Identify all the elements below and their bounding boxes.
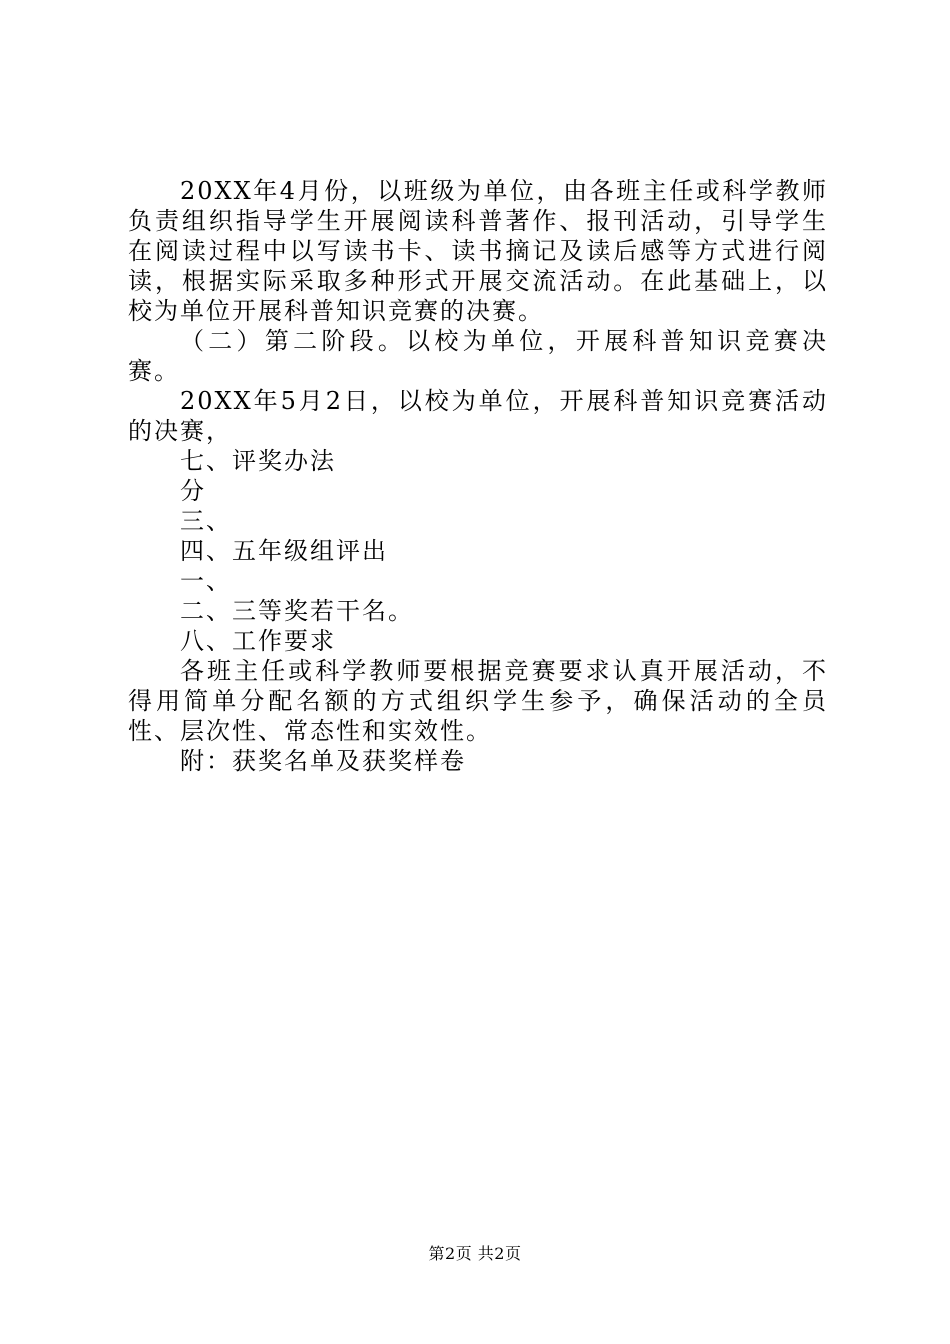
page-footer — [0, 1243, 950, 1265]
page-number-label: 第2页 共2页 — [428, 1244, 522, 1263]
paragraph-attachment: 附：获奖名单及获奖样卷 — [180, 747, 466, 775]
paragraph-stage-two-heading: （二）第二阶段。以校为单位，开展科普知识竞赛决赛。 — [128, 327, 828, 385]
paragraph-fragment: 一、 — [180, 567, 232, 595]
paragraph-stage-one-details: 20XX年4月份，以班级为单位，由各班主任或科学教师负责组织指导学生开展阅读科普著作、报刊活动，引导学生在阅读过程中以写读书卡、读书摘记及读后感等方式进行阅读，根据实际采取多种形式开展交流活动。在此基础上，以校为单位开展科普知识竞赛的决赛。 — [128, 177, 828, 325]
paragraph-fragment: 分 — [180, 477, 206, 505]
paragraph-fragment: 三、 — [180, 507, 232, 535]
section-heading-requirements: 八、工作要求 — [180, 627, 336, 655]
section-heading-awards: 七、评奖办法 — [180, 447, 336, 475]
paragraph-grade-group: 四、五年级组评出 — [180, 537, 388, 565]
paragraph-prize-count: 二、三等奖若干名。 — [180, 597, 414, 625]
paragraph-requirements: 各班主任或科学教师要根据竞赛要求认真开展活动，不得用简单分配名额的方式组织学生参予，确保活动的全员性、层次性、常态性和实效性。 — [128, 657, 828, 745]
paragraph-stage-two-details: 20XX年5月2日，以校为单位，开展科普知识竞赛活动的决赛， — [128, 387, 828, 445]
document-body — [128, 176, 828, 776]
